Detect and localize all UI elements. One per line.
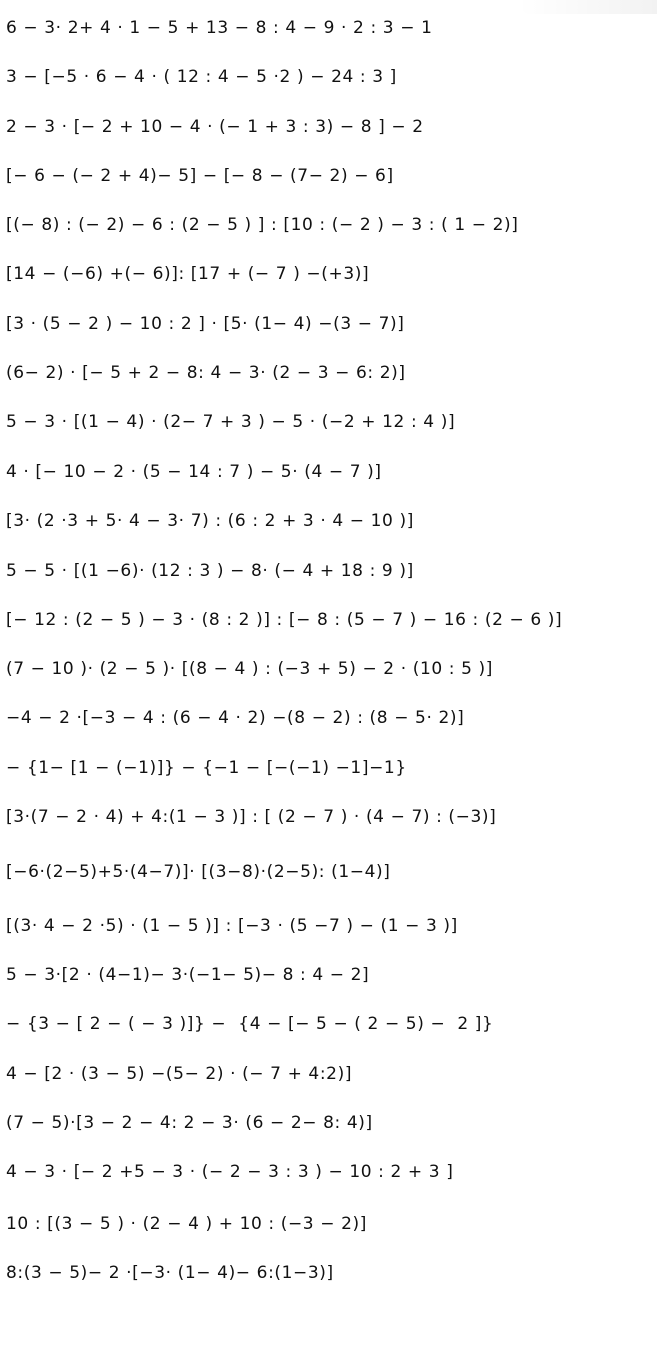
exercise-21: − {3 − [ 2 − ( − 3 )]} − {4 − [− 5 − ( 2 − 5) − 2 ]} bbox=[6, 1014, 494, 1034]
exercise-19: [(3· 4 − 2 ·5) · (1 − 5 )] : [−3 · (5 −7 ) − (1 − 3 )] bbox=[6, 916, 458, 936]
exercise-17: [3·(7 − 2 · 4) + 4:(1 − 3 )] : [ (2 − 7 ) · (4 − 7) : (−3)] bbox=[6, 807, 497, 827]
exercise-15: −4 − 2 ·[−3 − 4 : (6 − 4 · 2) −(8 − 2) : (8 − 5· 2)] bbox=[6, 708, 465, 728]
exercise-20: 5 − 3·[2 · (4−1)− 3·(−1− 5)− 8 : 4 − 2] bbox=[6, 965, 370, 985]
exercise-26: 8:(3 − 5)− 2 ·[−3· (1− 4)− 6:(1−3)] bbox=[6, 1263, 334, 1283]
exercise-13: [− 12 : (2 − 5 ) − 3 · (8 : 2 )] : [− 8 : (5 − 7 ) − 16 : (2 − 6 )] bbox=[6, 610, 563, 630]
exercise-10: 4 · [− 10 − 2 · (5 − 14 : 7 ) − 5· (4 − 7 )] bbox=[6, 462, 382, 482]
exercise-18: [−6·(2−5)+5·(4−7)]· [(3−8)·(2−5): (1−4)] bbox=[6, 862, 391, 882]
exercise-11: [3· (2 ·3 + 5· 4 − 3· 7) : (6 : 2 + 3 · 4 − 10 )] bbox=[6, 511, 414, 531]
exercise-12: 5 − 5 · [(1 −6)· (12 : 3 ) − 8· (− 4 + 18 : 9 )] bbox=[6, 561, 414, 581]
exercise-5: [(− 8) : (− 2) − 6 : (2 − 5 ) ] : [10 : (− 2 ) − 3 : ( 1 − 2)] bbox=[6, 215, 519, 235]
exercise-14: (7 − 10 )· (2 − 5 )· [(8 − 4 ) : (−3 + 5) − 2 · (10 : 5 )] bbox=[6, 659, 494, 679]
exercise-16: − {1− [1 − (−1)]} − {−1 − [−(−1) −1]−1} bbox=[6, 758, 407, 778]
exercise-23: (7 − 5)·[3 − 2 − 4: 2 − 3· (6 − 2− 8: 4)] bbox=[6, 1113, 373, 1133]
top-corner-shadow bbox=[517, 0, 657, 14]
exercise-24: 4 − 3 · [− 2 +5 − 3 · (− 2 − 3 : 3 ) − 10 : 2 + 3 ] bbox=[6, 1162, 454, 1182]
exercise-1: 6 − 3· 2+ 4 · 1 − 5 + 13 − 8 : 4 − 9 · 2 : 3 − 1 bbox=[6, 18, 433, 38]
exercise-3: 2 − 3 · [− 2 + 10 − 4 · (− 1 + 3 : 3) − 8 ] − 2 bbox=[6, 117, 424, 137]
exercise-2: 3 − [−5 · 6 − 4 · ( 12 : 4 − 5 ·2 ) − 24 : 3 ] bbox=[6, 67, 397, 87]
exercise-9: 5 − 3 · [(1 − 4) · (2− 7 + 3 ) − 5 · (−2 + 12 : 4 )] bbox=[6, 412, 456, 432]
exercise-8: (6− 2) · [− 5 + 2 − 8: 4 − 3· (2 − 3 − 6: 2)] bbox=[6, 363, 406, 383]
exercise-25: 10 : [(3 − 5 ) · (2 − 4 ) + 10 : (−3 − 2)] bbox=[6, 1214, 367, 1234]
exercise-7: [3 · (5 − 2 ) − 10 : 2 ] · [5· (1− 4) −(3 − 7)] bbox=[6, 314, 405, 334]
exercise-6: [14 − (−6) +(− 6)]: [17 + (− 7 ) −(+3)] bbox=[6, 264, 370, 284]
exercise-22: 4 − [2 · (3 − 5) −(5− 2) · (− 7 + 4:2)] bbox=[6, 1064, 353, 1084]
exercise-4: [− 6 − (− 2 + 4)− 5] − [− 8 − (7− 2) − 6] bbox=[6, 166, 394, 186]
